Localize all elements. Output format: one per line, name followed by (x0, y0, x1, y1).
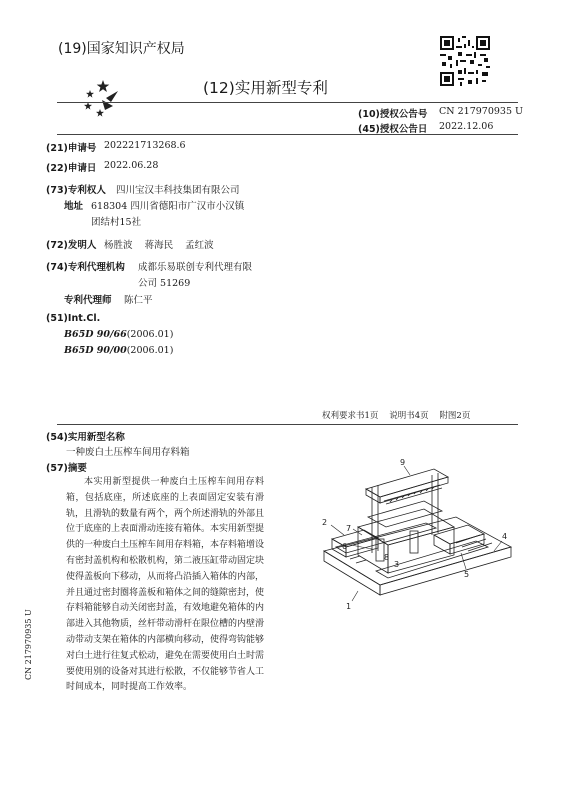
agency-label: (74)专利代理机构 (46, 262, 125, 273)
biblio-top-rule (57, 134, 518, 135)
qr-code (440, 36, 490, 86)
figure-label: 6 (342, 542, 348, 551)
app-date-value: 2022.06.28 (104, 160, 159, 171)
app-date-label: (22)申请日 (46, 163, 97, 174)
utility-model-title-label: (54)实用新型名称 (46, 432, 125, 443)
agency-line-1: 成都乐易联创专利代理有限 (138, 262, 253, 273)
inventors-value: 杨胜波 蒋海民 孟红波 (104, 240, 214, 251)
app-no-label: (21)申请号 (46, 143, 97, 154)
pub-no-label: (10)授权公告号 (358, 109, 428, 120)
inventors-label: (72)发明人 (46, 240, 97, 251)
figure-label: 9 (400, 458, 406, 467)
pub-no-value: CN 217970935 U (439, 106, 524, 117)
ipc-code: B65D 90/66 (64, 329, 127, 340)
page-counts: 权利要求书1页 说明书4页 附图2页 (322, 411, 471, 421)
ipc-code: B65D 90/00 (64, 345, 127, 356)
ipc-label: (51)Int.Cl. (46, 313, 101, 324)
address-line-2: 团结村15社 (91, 217, 142, 228)
patentee-label: (73)专利权人 (46, 185, 106, 196)
pub-date-label: (45)授权公告日 (358, 124, 428, 135)
ipc-row (64, 345, 173, 356)
abstract-text: 本实用新型提供一种废白土压榨车间用存料箱，包括底座，所述底座的上表面固定安装有滑轨，且滑轨的数量有两个，两个所述滑轨的外部且位于底座的上表面滑动连接有箱体。本实用新型提供的一种废白土压榨车间用存料箱，本存料箱增设有密封盖机构和松散机构，第二液压缸带动固定块使得盖板向下移动，从而将凸沿插入箱体的内部，并且通过密封圈将盖板和箱体之间的缝隙密封，使存料箱能够自动关闭密封盖，有效地避免箱体的内部进入其他物质，丝杆带动滑杆在限位槽的内壁滑动带动支架在箱体的内部横向移动，使得弯钩能够对白土进行往复式松动，避免在需要使用白土时需要使用别的设备对其进行松散，不仅能够节省人工时间成本，同时提高工作效率。 (66, 477, 265, 693)
agent-value: 陈仁平 (124, 295, 153, 306)
agent-label: 专利代理师 (64, 295, 112, 306)
address-line-1: 618304 四川省德阳市广汉市小汉镇 (91, 201, 245, 212)
cnipa-emblem-icon (76, 78, 122, 118)
office-name: (19)国家知识产权局 (58, 41, 185, 57)
utility-model-title: 一种废白土压榨车间用存料箱 (66, 447, 190, 458)
patentee-value: 四川宝汉丰科技集团有限公司 (116, 185, 240, 196)
figure-label: 8 (384, 553, 390, 562)
agency-line-2: 公司 51269 (138, 278, 191, 289)
side-publication-number: CN 217970935 U (24, 609, 33, 680)
ipc-version: (2006.01) (126, 345, 174, 356)
figure-label: 4 (502, 532, 508, 541)
pub-date-value: 2022.12.06 (439, 121, 494, 132)
figure-label: 5 (464, 570, 470, 579)
app-no-value: 202221713268.6 (104, 140, 186, 151)
document-type-title: (12)实用新型专利 (203, 79, 328, 97)
ipc-row (64, 329, 173, 340)
figure-label: 1 (346, 602, 352, 611)
header-rule (57, 102, 518, 103)
abstract-top-rule (57, 424, 518, 425)
address-label: 地址 (64, 201, 84, 212)
ipc-version: (2006.01) (126, 329, 174, 340)
representative-drawing (306, 455, 526, 615)
figure-label: 2 (322, 518, 328, 527)
figure-label: 7 (346, 524, 352, 533)
abstract-label: (57)摘要 (46, 463, 87, 474)
figure-label: 3 (394, 560, 400, 569)
